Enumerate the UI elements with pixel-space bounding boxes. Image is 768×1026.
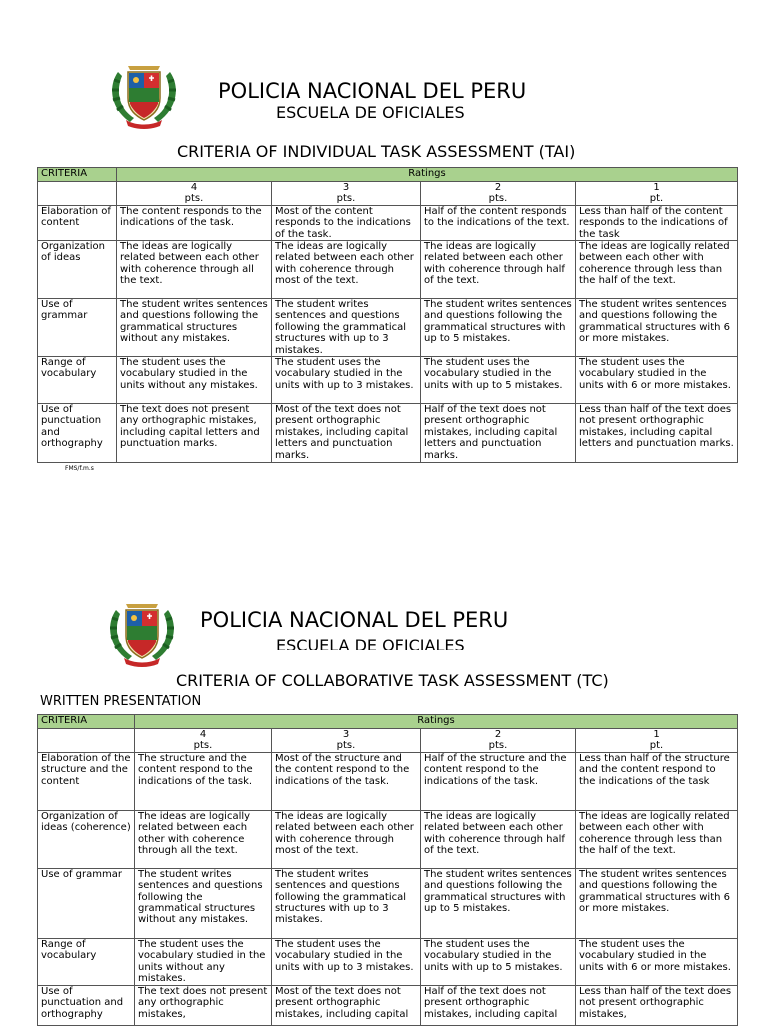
descriptor-cell: The ideas are logically related between each other with coherence through half of the text. xyxy=(421,241,576,299)
descriptor-cell: The ideas are logically related between each other with coherence through most of the text. xyxy=(272,241,421,299)
descriptor-cell: The ideas are logically related between each other with coherence through all the text. xyxy=(117,241,272,299)
empty-cell xyxy=(38,182,117,206)
police-emblem-logo xyxy=(104,60,184,130)
individual-assessment-table xyxy=(37,167,738,463)
descriptor-cell: The ideas are logically related between each other with coherence through most of the text. xyxy=(272,810,421,868)
descriptor-cell: Half of the content responds to the indications of the text. xyxy=(421,205,576,240)
ratings-header: Ratings xyxy=(117,168,738,182)
rating-cell: 1 pt. xyxy=(576,729,738,753)
criteria-header: CRITERIA xyxy=(38,168,117,182)
descriptor-cell: The student uses the vocabulary studied in the units with 6 or more mistakes. xyxy=(576,938,738,985)
descriptor-cell: Less than half of the structure and the content respond to the indications of the task xyxy=(576,752,738,810)
criterion-cell: Range of vocabulary xyxy=(38,938,135,985)
descriptor-cell: Less than half of the text does not present orthographic mistakes, including capital letters and punctuation marks. xyxy=(576,404,738,463)
descriptor-cell: The student writes sentences and questions following the grammatical structures with up to 3 mistakes. xyxy=(272,299,421,357)
ratings-header: Ratings xyxy=(135,715,738,729)
table-row xyxy=(38,404,738,463)
descriptor-cell: The student writes sentences and questions following the grammatical structures with up to 5 mistakes. xyxy=(421,299,576,357)
institution-title: POLICIA NACIONAL DEL PERU xyxy=(218,79,527,103)
table-row xyxy=(38,357,738,404)
table-header-row xyxy=(38,168,738,182)
descriptor-cell: The student writes sentences and questions following the grammatical structures with 6 or more mistakes. xyxy=(576,299,738,357)
table-row xyxy=(38,752,738,810)
descriptor-cell: Most of the content responds to the indications of the task. xyxy=(272,205,421,240)
ratings-row xyxy=(38,729,738,753)
descriptor-cell: Most of the text does not present orthographic mistakes, including capital letters and punctuation marks. xyxy=(272,404,421,463)
descriptor-cell: The text does not present any orthographic mistakes, including capital letters and punctuation marks. xyxy=(117,404,272,463)
rating-cell: 4 pts. xyxy=(135,729,272,753)
table-row xyxy=(38,299,738,357)
descriptor-cell: The student writes sentences and questions following the grammatical structures without any mistakes. xyxy=(117,299,272,357)
assessment-heading: CRITERIA OF INDIVIDUAL TASK ASSESSMENT (TAI) xyxy=(177,142,576,161)
descriptor-cell: Most of the structure and the content respond to the indications of the task. xyxy=(272,752,421,810)
rating-cell: 2 pts. xyxy=(421,729,576,753)
descriptor-cell: Half of the structure and the content respond to the indications of the task. xyxy=(421,752,576,810)
descriptor-cell: The student uses the vocabulary studied in the units with up to 3 mistakes. xyxy=(272,938,421,985)
descriptor-cell: The student writes sentences and questions following the grammatical structures without any mistakes. xyxy=(135,868,272,938)
criterion-cell: Use of punctuation and orthography xyxy=(38,985,135,1025)
descriptor-cell: Less than half of the text does not present orthographic mistakes, xyxy=(576,985,738,1025)
descriptor-cell: The ideas are logically related between each other with coherence through half of the text. xyxy=(421,810,576,868)
descriptor-cell: The student uses the vocabulary studied in the units with up to 5 mistakes. xyxy=(421,938,576,985)
descriptor-cell: Half of the text does not present orthographic mistakes, including capital xyxy=(421,985,576,1025)
descriptor-cell: The student uses the vocabulary studied in the units with up to 5 mistakes. xyxy=(421,357,576,404)
descriptor-cell: The structure and the content respond to the indications of the task. xyxy=(135,752,272,810)
rating-cell: 1 pt. xyxy=(576,182,738,206)
table-row xyxy=(38,985,738,1025)
criterion-cell: Use of punctuation and orthography xyxy=(38,404,117,463)
table-row xyxy=(38,205,738,240)
criterion-cell: Elaboration of the structure and the content xyxy=(38,752,135,810)
rating-cell: 4 pts. xyxy=(117,182,272,206)
table-header-row xyxy=(38,715,738,729)
descriptor-cell: The student writes sentences and questions following the grammatical structures with 6 or more mistakes. xyxy=(576,868,738,938)
school-subtitle: ESCUELA DE OFICIALES xyxy=(276,636,465,650)
descriptor-cell: The ideas are logically related between each other with coherence through less than the half of the text. xyxy=(576,241,738,299)
criteria-header: CRITERIA xyxy=(38,715,135,729)
criterion-cell: Use of grammar xyxy=(38,299,117,357)
descriptor-cell: The ideas are logically related between each other with coherence through all the text. xyxy=(135,810,272,868)
descriptor-cell: The ideas are logically related between each other with coherence through less than the half of the text. xyxy=(576,810,738,868)
rating-cell: 2 pts. xyxy=(421,182,576,206)
criterion-cell: Use of grammar xyxy=(38,868,135,938)
section-subheading: WRITTEN PRESENTATION xyxy=(40,694,202,709)
table-row xyxy=(38,241,738,299)
empty-cell xyxy=(38,729,135,753)
descriptor-cell: Most of the text does not present orthographic mistakes, including capital xyxy=(272,985,421,1025)
criterion-cell: Range of vocabulary xyxy=(38,357,117,404)
criterion-cell: Elaboration of content xyxy=(38,205,117,240)
descriptor-cell: The student writes sentences and questions following the grammatical structures with up to 5 mistakes. xyxy=(421,868,576,938)
descriptor-cell: The student writes sentences and questions following the grammatical structures with up to 3 mistakes. xyxy=(272,868,421,938)
rating-cell: 3 pts. xyxy=(272,182,421,206)
descriptor-cell: The text does not present any orthographic mistakes, xyxy=(135,985,272,1025)
rating-cell: 3 pts. xyxy=(272,729,421,753)
criterion-cell: Organization of ideas xyxy=(38,241,117,299)
criterion-cell: Organization of ideas (coherence) xyxy=(38,810,135,868)
footer-note: FMS/f.m.s xyxy=(65,465,94,472)
collaborative-assessment-table xyxy=(37,714,738,1026)
descriptor-cell: The content responds to the indications of the task. xyxy=(117,205,272,240)
table-row xyxy=(38,810,738,868)
descriptor-cell: Less than half of the content responds to the indications of the task xyxy=(576,205,738,240)
institution-title: POLICIA NACIONAL DEL PERU xyxy=(200,608,509,632)
descriptor-cell: The student uses the vocabulary studied in the units without any mistakes. xyxy=(117,357,272,404)
table-row xyxy=(38,868,738,938)
police-emblem-logo xyxy=(102,598,182,668)
school-subtitle: ESCUELA DE OFICIALES xyxy=(276,103,465,122)
assessment-heading: CRITERIA OF COLLABORATIVE TASK ASSESSMENT (TC) xyxy=(176,671,609,690)
ratings-row xyxy=(38,182,738,206)
descriptor-cell: Half of the text does not present orthographic mistakes, including capital letters and punctuation marks. xyxy=(421,404,576,463)
descriptor-cell: The student uses the vocabulary studied in the units with up to 3 mistakes. xyxy=(272,357,421,404)
table-row xyxy=(38,938,738,985)
descriptor-cell: The student uses the vocabulary studied in the units with 6 or more mistakes. xyxy=(576,357,738,404)
descriptor-cell: The student uses the vocabulary studied in the units without any mistakes. xyxy=(135,938,272,985)
